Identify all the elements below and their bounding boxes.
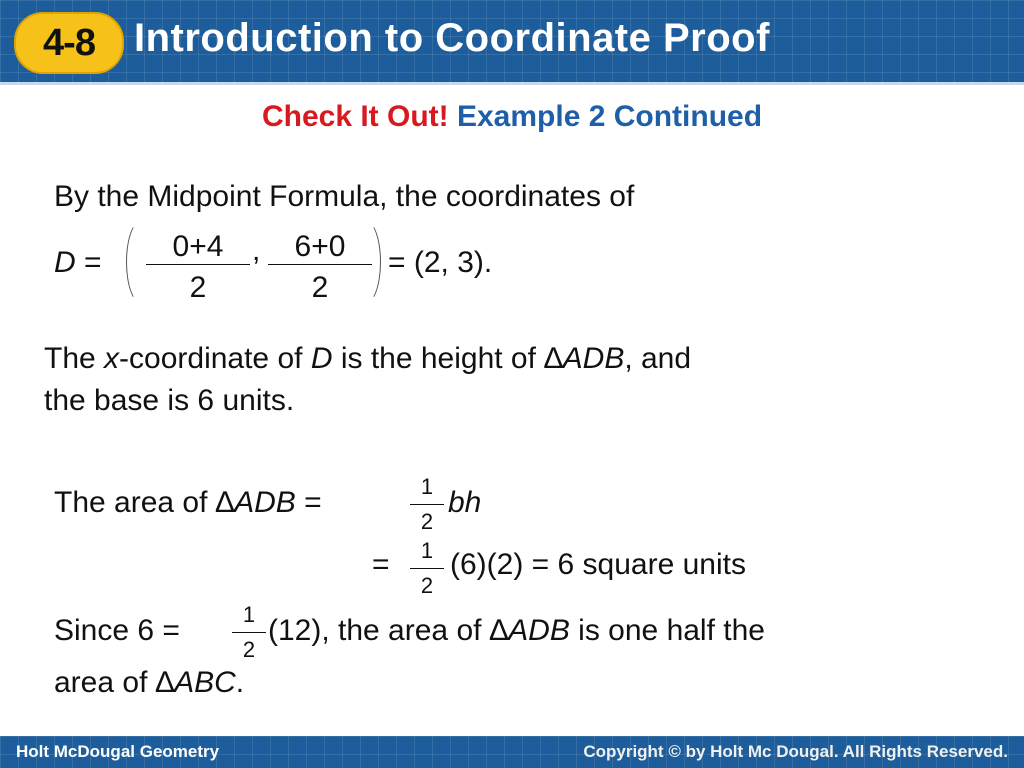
area-abc-statement: [54, 666, 244, 700]
equals-sign: =: [75, 246, 102, 279]
fraction-bar: [410, 504, 444, 505]
fraction-x-denominator: 2: [189, 271, 207, 304]
lesson-badge: [14, 12, 124, 74]
triangle-adb: ADB: [562, 342, 625, 375]
fraction-denominator: 2: [242, 637, 256, 662]
copyright-label: Copyright © by Holt Mc Dougal. All Rights Reserved.: [583, 742, 1008, 761]
footer-bar: [0, 736, 1024, 768]
fraction-x-numerator: 0+4: [172, 230, 224, 263]
fraction-bar: [146, 264, 250, 265]
lesson-title: Introduction to Coordinate Proof: [134, 16, 770, 60]
fraction-bar: [410, 568, 444, 569]
d-equals: [54, 246, 102, 280]
text-segment: The area of ∆: [54, 486, 235, 519]
text-segment: -coordinate of: [119, 342, 311, 375]
base-statement: the base is 6 units.: [44, 384, 295, 417]
d-variable: D: [54, 246, 76, 279]
height-statement: [44, 342, 691, 376]
triangle-adb: ADB: [508, 614, 570, 647]
since-conclusion: [268, 614, 765, 648]
d-variable: D: [310, 342, 333, 375]
text-segment: is the height of ∆: [332, 342, 563, 375]
fraction-numerator: 1: [242, 602, 256, 627]
fraction-x: [146, 230, 250, 310]
slide-subtitle: [0, 100, 1024, 134]
midpoint-result: = (2, 3).: [388, 246, 493, 279]
half-fraction: [410, 474, 444, 538]
triangle-adb: ADB: [234, 486, 296, 519]
coordinate-comma: ,: [252, 234, 261, 267]
fraction-denominator: 2: [420, 573, 434, 598]
bh-term: bh: [448, 486, 482, 519]
header-bar: [0, 0, 1024, 85]
x-variable: x: [104, 342, 120, 375]
lesson-number: 4-8: [43, 21, 95, 64]
fraction-y-denominator: 2: [311, 271, 329, 304]
midpoint-intro: By the Midpoint Formula, the coordinates of: [54, 180, 635, 213]
text-segment: =: [295, 486, 322, 519]
fraction-denominator: 2: [420, 509, 434, 534]
half-fraction: [410, 538, 444, 602]
fraction-bar: [232, 632, 266, 633]
fraction-bar: [268, 264, 372, 265]
fraction-y: [268, 230, 372, 310]
text-segment: The: [44, 342, 105, 375]
half-fraction: [232, 602, 266, 666]
text-segment: , and: [624, 342, 692, 375]
publisher-label: Holt McDougal Geometry: [16, 742, 220, 761]
area-formula: [54, 486, 322, 520]
check-it-out-label: Check It Out!: [261, 100, 449, 133]
since-statement: Since 6 =: [54, 614, 180, 647]
fraction-y-numerator: 6+0: [294, 230, 346, 263]
triangle-abc: ABC: [174, 666, 236, 699]
equals-sign: =: [372, 548, 390, 581]
text-segment: (12), the area of ∆: [268, 614, 509, 647]
fraction-numerator: 1: [420, 474, 434, 499]
text-segment: .: [235, 666, 245, 699]
fraction-numerator: 1: [420, 538, 434, 563]
text-segment: area of ∆: [54, 666, 175, 699]
text-segment: is one half the: [569, 614, 765, 647]
area-computation: (6)(2) = 6 square units: [450, 548, 746, 581]
example-label: Example 2 Continued: [456, 100, 763, 133]
